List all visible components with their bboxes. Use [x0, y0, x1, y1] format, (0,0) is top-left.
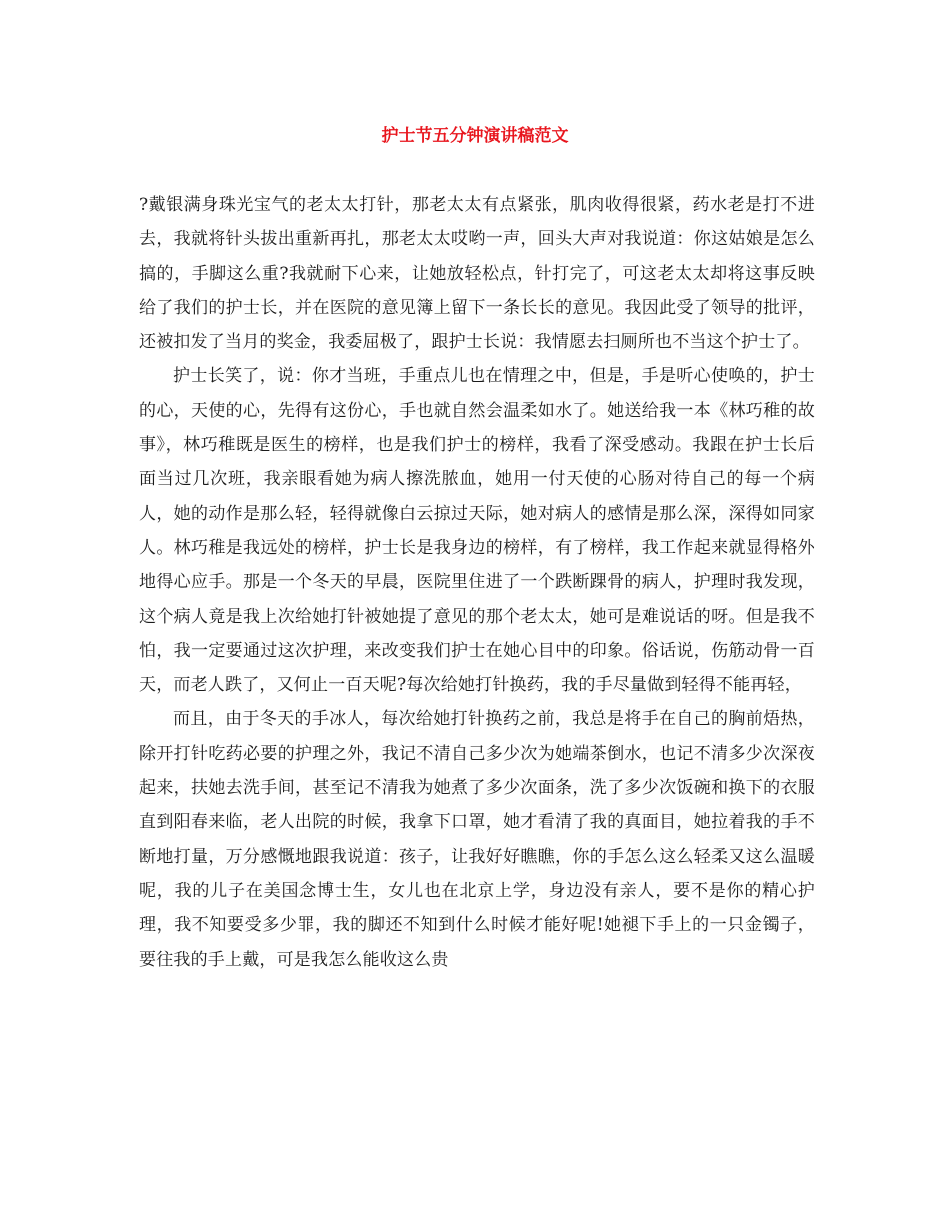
document-body: [139, 188, 815, 977]
paragraph-3: 而且，由于冬天的手冰人，每次给她打针换药之前，我总是将手在自己的胸前焐热，除开打针吃药必要的护理之外，我记不清自己多少次为她端茶倒水，也记不清多少次深夜起来，扶她去洗手间，甚至记不清我为她煮了多少次面条，洗了多少次饭碗和换下的衣服直到阳春来临，老人出院的时候，我拿下口罩，她才看清了我的真面目，她拉着我的手不断地打量，万分感慨地跟我说道：孩子，让我好好瞧瞧，你的手怎么这么轻柔又这么温暖呢，我的儿子在美国念博士生，女儿也在北京上学，身边没有亲人，要不是你的精心护理，我不知要受多少罪，我的脚还不知到什么时候才能好呢!她褪下手上的一只金镯子，要往我的手上戴，可是我怎么能收这么贵: [139, 709, 815, 970]
paragraph-2: 护士长笑了，说：你才当班，手重点儿也在情理之中，但是，手是听心使唤的，护士的心，天使的心，先得有这份心，手也就自然会温柔如水了。她送给我一本《林巧稚的故事》，林巧稚既是医生的榜样，也是我们护士的榜样，我看了深受感动。我跟在护士长后面当过几次班，我亲眼看她为病人擦洗脓血，她用一付天使的心肠对待自己的每一个病人，她的动作是那么轻，轻得就像白云掠过天际，她对病人的感情是那么深，深得如同家人。林巧稚是我远处的榜样，护士长是我身边的榜样，有了榜样，我工作起来就显得格外地得心应手。那是一个冬天的早晨，医院里住进了一个跌断踝骨的病人，护理时我发现，这个病人竟是我上次给她打针被她提了意见的那个老太太，她可是难说话的呀。但是我不怕，我一定要通过这次护理，来改变我们护士在她心目中的印象。俗话说，伤筋动骨一百天，而老人跌了，又何止一百天呢?每次给她打针换药，我的手尽量做到轻得不能再轻，: [139, 366, 815, 696]
document-title: 护士节五分钟演讲稿范文: [381, 126, 569, 146]
paragraph-1: ?戴银满身珠光宝气的老太太打针，那老太太有点紧张，肌肉收得很紧，药水老是打不进去，我就将针头拔出重新再扎，那老太太哎哟一声，回头大声对我说道：你这姑娘是怎么搞的，手脚这么重?我就耐下心来，让她放轻松点，针打完了，可这老太太却将这事反映给了我们的护士长，并在医院的意见簿上留下一条长长的意见。我因此受了领导的批评，还被扣发了当月的奖金，我委屈极了，跟护士长说：我情愿去扫厕所也不当这个护士了。: [139, 195, 815, 353]
